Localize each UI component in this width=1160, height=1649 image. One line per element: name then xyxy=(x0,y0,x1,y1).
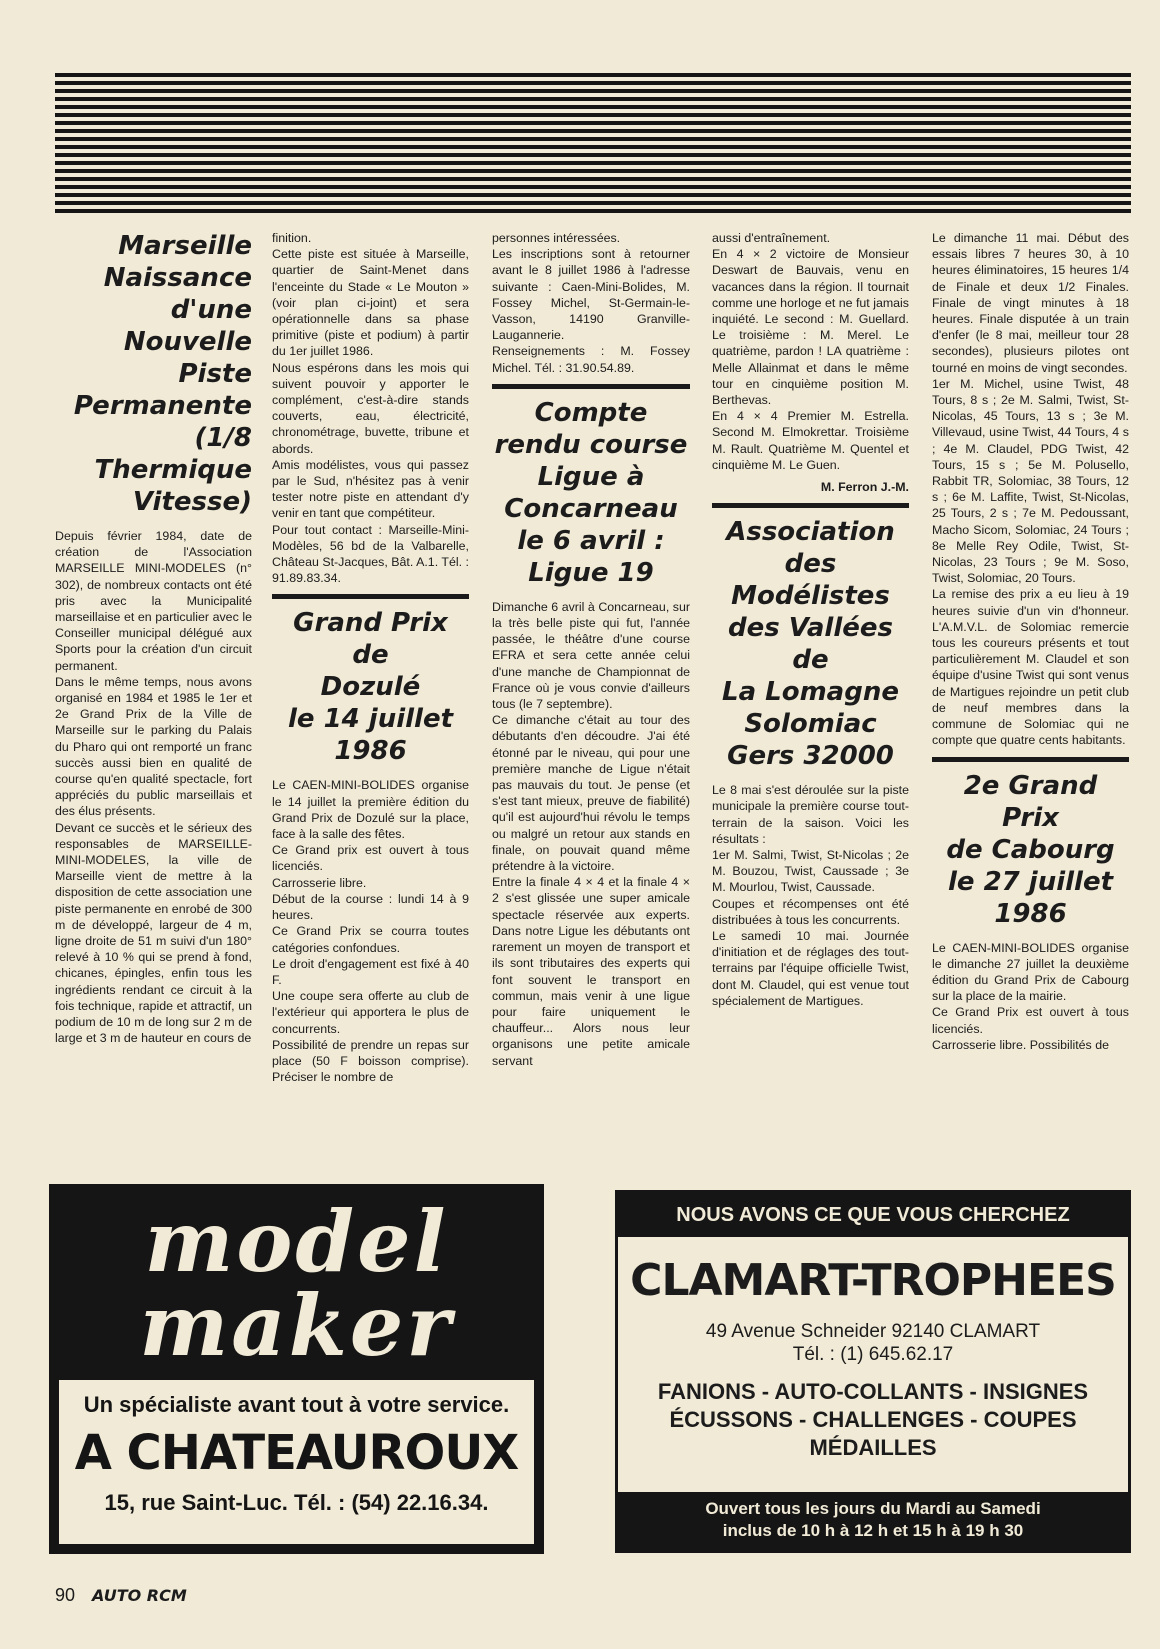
paragraph: Devant ce succès et le sérieux des responsables de MARSEILLE-MINI-MODELES, la ville de Marseille vient de mettre à la disposition de cette association une piste permanente en enrobé de 300 m de développé, largeur de 4 m, ligne droite de 51 m suivi d'un 180° relevé à 10 % qui se prend à fond, chicanes, épingles, enfin tous les ingrédients rendant ce circuit à la fois technique, rapide et attractif, un podium de 10 m de long sur 2 m de large et 3 m de hauteur en cours de xyxy=(55,820,252,1046)
paragraph: Les inscriptions sont à retourner avant le 8 juillet 1986 à l'adresse suivante : Caen-Mini-Bolides, M. Fossey Michel, St-Germain-le-Vasson, 14190 Granville-Laugannerie. xyxy=(492,247,690,343)
paragraph: Depuis février 1984, date de création de l'Association MARSEILLE MINI-MODELES (n° 302), de nombreux contacts ont été pris avec la Municipalité marseillaise et en particulier avec le Conseiller municipal délégué aux Sports pour la création d'un circuit permanent. xyxy=(55,529,252,673)
ad-company-name: CLAMART-TROPHEES xyxy=(630,1255,1116,1306)
paragraph: Cette piste est située à Marseille, quartier de Saint-Menet dans l'enceinte du Stade « Le Mouton » (voir plan ci-joint) et sera opérationnelle dans sa phase primitive (piste et podium) à partir du 1er juillet 1986. xyxy=(272,247,469,359)
paragraph: 1er M. Michel, usine Twist, 48 Tours, 8 s ; 2e M. Salmi, Twist, St-Nicolas, 45 Tours, 13 s ; 3e M. Villevaud, usine Twist, 44 Tours, 4 s ; 4e M. Claudel, PDG Twist, 42 Tours, 15 s ; 5e M. Polusello, Rabbit TR, Solomiac, 38 Tours, 12 s ; 6e M. Laffite, Twist, St-Nicolas, 25 Tours, 2 s ; 7e M. Pedoussant, Macho Sicom, Solomiac, 24 Tours ; 8e Melle Rey Odile, Twist, St-Nicolas, 23 Tours ; 9e M. Soso, Twist, Solomiac, 20 Tours. xyxy=(932,376,1129,586)
ad-info-box xyxy=(59,1380,534,1544)
heading-line: Grand Prix de xyxy=(293,608,448,671)
article-body-marseille xyxy=(55,528,252,1047)
paragraph: Le CAEN-MINI-BOLIDES organise le 14 juillet la première édition du Grand Prix de Dozulé sur la place, face à la salle des fêtes. xyxy=(272,778,469,842)
heading-line: 1986 xyxy=(994,898,1067,929)
ad-products-line: ÉCUSSONS - CHALLENGES - COUPES xyxy=(669,1407,1077,1432)
heading-line: des Vallées xyxy=(728,613,893,644)
ad-products-line: FANIONS - AUTO-COLLANTS - INSIGNES xyxy=(657,1379,1089,1404)
article-heading-cabourg xyxy=(932,770,1129,930)
heading-line: Naissance xyxy=(103,263,252,293)
ad-products xyxy=(618,1378,1128,1462)
paragraph: Le droit d'engagement est fixé à 40 F. xyxy=(272,956,469,987)
column-5 xyxy=(932,230,1129,1145)
paragraph: Possibilité de prendre un repas sur place (50 F boisson comprise). Préciser le nombre de xyxy=(272,1037,469,1085)
column-3 xyxy=(492,230,690,1145)
divider xyxy=(932,757,1129,762)
header-stripes xyxy=(55,73,1131,215)
heading-line: Compte xyxy=(534,397,648,428)
heading-line: des xyxy=(784,549,837,580)
heading-line: Nouvelle xyxy=(123,327,252,357)
heading-line: Vitesse) xyxy=(132,487,252,517)
heading-line: Ligue à xyxy=(537,461,645,492)
heading-line: le 6 avril : xyxy=(517,525,665,556)
column-1 xyxy=(55,230,252,1145)
paragraph: Début de la course : lundi 14 à 9 heures. xyxy=(272,891,469,923)
paragraph: Une coupe sera offerte au club de l'extérieur qui apportera le plus de concurrents. xyxy=(272,989,469,1036)
heading-line: Marseille xyxy=(118,231,252,261)
paragraph: personnes intéressées. xyxy=(492,231,621,245)
paragraph: Nous espérons dans les mois qui suivent pouvoir y apporter le complément, c'est-à-dire stands couverts, eau, électricité, chronométrage, buvette, tribune et abords. xyxy=(272,360,469,456)
ad-hours-banner xyxy=(618,1492,1128,1550)
heading-line: Association xyxy=(726,517,895,548)
magazine-name: AUTO RCM xyxy=(92,1586,187,1605)
paragraph: En 4 × 4 Premier M. Estrella. Second M. Elmokrettar. Troisième M. Rault. Quatrième M. Quentel et cinquième M. Le Guen. xyxy=(712,409,909,472)
divider xyxy=(272,594,469,599)
paragraph: Ce Grand Prix se courra toutes catégories confondues. xyxy=(272,924,469,955)
heading-line: rendu course xyxy=(494,429,688,460)
paragraph: 1er M. Salmi, Twist, St-Nicolas ; 2e M. Bouzou, Twist, Caussade ; 3e M. Mourlou, Twist, Caussade. xyxy=(712,848,909,895)
ad-hours-line: inclus de 10 h à 12 h et 15 h à 19 h 30 xyxy=(722,1521,1024,1540)
page-number: 90 xyxy=(55,1585,76,1605)
paragraph: Dimanche 6 avril à Concarneau, sur la très belle piste qui fut, l'année passée, le théâtre d'une course EFRA et sera cette année celui d'une manche de Championnat de France où je vous convie d'ailleurs tous (le 7 septembre). xyxy=(492,599,690,712)
paragraph: La remise des prix a eu lieu à 19 heures suivie d'un vin d'honneur. L'A.M.V.L. de Solomiac remercie tous les coureurs présents et tout particulièrement M. Claudel et son équipe d'usine Twist qui sont venus de Martigues rejoindre un petit club de neuf membres dans la commune de Solomiac qui ne compte que quatre cents habitants. xyxy=(932,587,1129,748)
heading-line: Ligue 19 xyxy=(528,557,654,588)
ad-clamart-trophees xyxy=(615,1190,1131,1553)
divider xyxy=(492,384,690,389)
heading-line: Piste xyxy=(178,359,252,389)
paragraph: Entre la finale 4 × 4 et la finale 4 × 2 s'est glissée une super amicale spectacle réservée aux experts. Dans notre Ligue les débutants ont rarement un moyen de transport et ils sont tributaires des experts qui font souvent le transport en commun, mais venir à une ligue pour faire uniquement le chauffeur... Alors nous leur organisons une petite amicale servant xyxy=(492,875,690,1068)
model-maker-logo xyxy=(49,1192,544,1375)
ad-city: A CHATEAUROUX xyxy=(74,1425,519,1481)
article-heading-dozule xyxy=(272,607,469,767)
ad-address: 49 Avenue Schneider 92140 CLAMART xyxy=(705,1321,1041,1342)
paragraph: Carrosserie libre. xyxy=(272,875,367,890)
logo-line-2: maker xyxy=(139,1276,454,1375)
heading-line: Modélistes xyxy=(731,581,890,612)
article-body-marseille-cont xyxy=(272,230,469,586)
article-body-dozule-cont xyxy=(492,230,690,376)
author-signature: M. Ferron J.-M. xyxy=(820,480,909,495)
paragraph: Dans le même temps, nous avons organisé en 1984 et 1985 le 1er et 2e Grand Prix de la Ville de Marseille sur le parking du Palais du Pharo qui ont remporté un franc succès aussi bien en qualité de course qu'en qualité spectacle, fort appréciés du public marseillais et des élus présents. xyxy=(55,674,252,819)
paragraph: Le 8 mai s'est déroulée sur la piste municipale la première course tout-terrain de la saison. Voici les résultats : xyxy=(712,783,909,846)
heading-line: La Lomagne xyxy=(722,677,899,708)
page-footer xyxy=(55,1585,187,1606)
paragraph: Pour tout contact : Marseille-Mini-Modèles, 56 bd de la Valbarelle, Château St-Jacques, Bât. A.1. Tél. : 91.89.83.34. xyxy=(272,522,469,586)
paragraph: Le dimanche 11 mai. Début des essais libres 7 heures 30, à 10 heures éliminatoires, 15 heures 1/4 de Finale et deux 1/2 Finales. Finale de vingt minutes à 18 heures. Finale disputée à un train d'enfer (le 8 mai, meilleur tour 28 secondes), plusieurs pilotes ont tourné en moins de vingt secondes. xyxy=(932,231,1129,375)
article-body-concarneau xyxy=(492,599,690,1069)
logo-line-1: model xyxy=(144,1192,449,1291)
heading-line: de Cabourg xyxy=(946,834,1115,865)
article-body-cabourg xyxy=(932,940,1129,1053)
divider xyxy=(712,503,909,508)
ad-tagline: Un spécialiste avant tout à votre service. xyxy=(83,1392,510,1417)
article-body-dozule xyxy=(272,777,469,1085)
article-body-solomiac-cont xyxy=(932,230,1129,749)
ad-products-line: MÉDAILLES xyxy=(809,1435,937,1460)
heading-line: de xyxy=(792,645,829,676)
heading-line: 1986 xyxy=(334,736,407,767)
heading-line: 2e Grand Prix xyxy=(963,770,1098,833)
paragraph: Le samedi 10 mai. Journée d'initiation et de réglages des tout-terrains par l'équipe officielle Twist, dont M. Claudel, qui est venue tout spécialement de Martigues. xyxy=(712,929,909,1008)
heading-line: le 27 juillet xyxy=(947,866,1114,897)
heading-line: le 14 juillet xyxy=(287,704,454,735)
heading-line: Solomiac xyxy=(744,709,877,740)
ad-top-banner: NOUS AVONS CE QUE VOUS CHERCHEZ xyxy=(618,1193,1128,1237)
heading-line: Thermique xyxy=(94,455,252,485)
paragraph: En 4 × 2 victoire de Monsieur Deswart de Bauvais, venu en vacances dans la région. Il tournait comme une horloge et ne fut jamais inquiété. Le second : M. Guellard. Le troisième : M. Merel. Le quatrième, pardon ! LA quatrième : Melle Allainmat et dans le même tour en cinquième position M. Berthevas. xyxy=(712,247,909,408)
paragraph: aussi d'entraînement. xyxy=(712,231,831,245)
column-2 xyxy=(272,230,469,1145)
article-heading-solomiac xyxy=(712,516,909,772)
paragraph: Coupes et récompenses ont été distribuées à tous les concurrents. xyxy=(712,896,909,927)
column-4 xyxy=(712,230,909,1145)
ad-address: 15, rue Saint-Luc. Tél. : (54) 22.16.34. xyxy=(104,1490,489,1515)
heading-line: Concarneau xyxy=(504,493,678,524)
heading-line: d'une xyxy=(170,295,252,325)
article-heading-marseille xyxy=(55,230,252,518)
paragraph: Carrosserie libre. Possibilités de xyxy=(932,1037,1109,1052)
paragraph: Ce Grand prix est ouvert à tous licenciés. xyxy=(272,843,469,874)
article-heading-concarneau xyxy=(492,397,690,589)
article-body-concarneau-cont xyxy=(712,230,909,473)
paragraph: finition. xyxy=(272,231,312,245)
ad-phone: Tél. : (1) 645.62.17 xyxy=(792,1344,954,1365)
heading-line: Permanente xyxy=(73,391,252,421)
heading-line: Gers 32000 xyxy=(727,741,894,772)
ad-hours-line: Ouvert tous les jours du Mardi au Samedi xyxy=(705,1499,1041,1518)
article-body-solomiac xyxy=(712,782,909,1009)
ad-model-maker xyxy=(49,1184,544,1554)
heading-line: (1/8 xyxy=(194,423,252,453)
paragraph: Renseignements : M. Fossey Michel. Tél. : 31.90.54.89. xyxy=(492,344,690,375)
paragraph: Ce Grand Prix est ouvert à tous licenciés. xyxy=(932,1005,1129,1036)
heading-line: Dozulé xyxy=(320,672,421,703)
paragraph: Amis modélistes, vous qui passez par le Sud, n'hésitez pas à venir tester notre piste en attendant d'y venir en tant que compétiteur. xyxy=(272,457,469,521)
paragraph: Le CAEN-MINI-BOLIDES organise le dimanche 27 juillet la deuxième édition du Grand Prix de Cabourg sur la place de la mairie. xyxy=(932,940,1129,1004)
paragraph: Ce dimanche c'était au tour des débutants d'en découdre. J'ai été étonné par le niveau, qui pour une première manche de Ligue n'était pas mauvais du tout. Je pense (et s'est tant mieux, preuve de fiabilité) qu'il est aujourd'hui révolu le temps ou malgré un retour aux stands en finale, on pouvait quand même prétendre à la victoire. xyxy=(492,713,690,874)
